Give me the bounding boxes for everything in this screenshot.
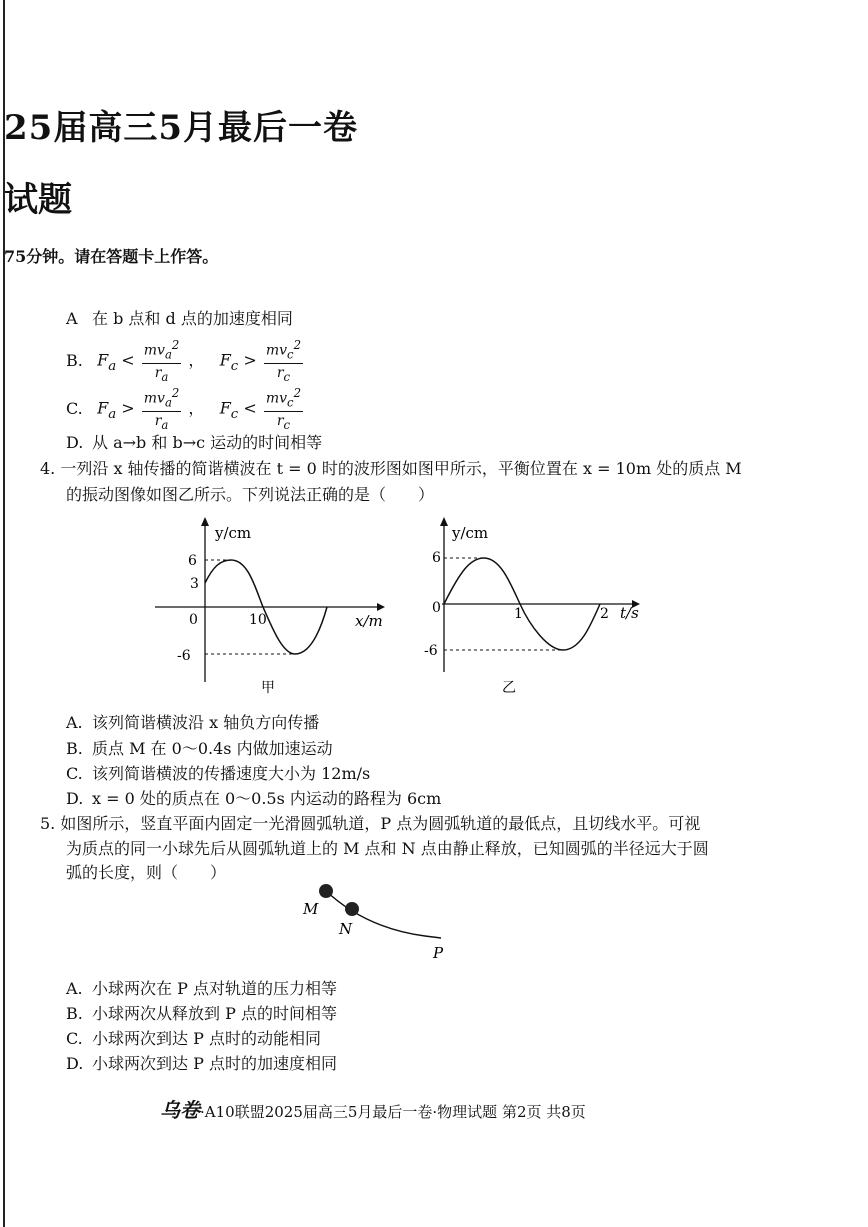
ball-n <box>345 902 359 916</box>
q3-option-d: D. 从 a→b 和 b→c 运动的时间相等 <box>66 433 323 452</box>
q4-stem-line1: 4. 一列沿 x 轴传播的简谐横波在 t = 0 时的波形图如图甲所示，平衡位置在 x = 10m 处的质点 M <box>40 459 742 478</box>
q5-option-c: C. 小球两次到达 P 点时的动能相同 <box>66 1029 321 1048</box>
tick-label: 1 <box>514 606 523 622</box>
y-axis-label: y/cm <box>215 524 252 542</box>
tick-label: 6 <box>188 553 197 569</box>
tick-label: 0 <box>432 600 441 616</box>
x-axis-label: x/m <box>355 612 383 630</box>
label-m: M <box>303 900 319 918</box>
fraction: $\frac{mv_a^2}{r_a}$ <box>143 386 180 433</box>
q3-option-c: C. $F_a$ > $\frac{mv_a^2}{r_a}$ ， $F_c$ < $\frac{mv_c^2}{r_c}$ <box>66 386 301 433</box>
footer-text: ·A10联盟2025届高三5月最后一卷·物理试题 第2页 共8页 <box>200 1103 586 1121</box>
label-n: N <box>339 920 353 938</box>
y-axis-arrow <box>440 517 448 526</box>
tick-label: -6 <box>177 648 191 664</box>
tick-label: 0 <box>189 612 198 628</box>
q5-stem-line3: 弧的长度，则（ ） <box>66 863 227 882</box>
tick-label: -6 <box>424 643 438 659</box>
publisher-logo: 乌卷 <box>160 1098 200 1122</box>
q5-stem-line2: 为质点的同一小球先后从圆弧轨道上的 M 点和 N 点由静止释放，已知圆弧的半径远大于圆 <box>66 839 709 858</box>
q5-option-b: B. 小球两次从释放到 P 点的时间相等 <box>66 1004 337 1023</box>
tick-label: 6 <box>432 550 441 566</box>
tick-label: 2 <box>600 606 609 622</box>
q4-option-c: C. 该列简谐横波的传播速度大小为 12m/s <box>66 764 371 783</box>
q5-stem-line1: 5. 如图所示，竖直平面内固定一光滑圆弧轨道，P 点为圆弧轨道的最低点，且切线水平。可视 <box>40 814 701 833</box>
q4-option-d: D. x = 0 处的质点在 0～0.5s 内运动的路程为 6cm <box>66 789 442 808</box>
page-footer <box>160 1094 586 1123</box>
exam-title: 25届高三5月最后一卷 <box>4 108 358 148</box>
q5-option-a: A. 小球两次在 P 点对轨道的压力相等 <box>66 979 337 998</box>
fraction: $\frac{mv_a^2}{r_a}$ <box>143 338 180 385</box>
y-axis-label: y/cm <box>452 524 489 542</box>
x-axis-label: t/s <box>620 604 639 622</box>
q3-option-b: B. $F_a$ < $\frac{mv_a^2}{r_a}$ ， $F_c$ > $\frac{mv_c^2}{r_c}$ <box>66 338 301 385</box>
exam-subject: 试题 <box>4 180 72 220</box>
fraction: $\frac{mv_c^2}{r_c}$ <box>265 338 301 385</box>
q4-option-b: B. 质点 M 在 0～0.4s 内做加速运动 <box>66 739 333 758</box>
figure-arc-track <box>295 878 465 968</box>
label-p: P <box>433 944 444 962</box>
exam-note: 75分钟。请在答题卡上作答。 <box>4 247 219 266</box>
q4-option-a: A. 该列简谐横波沿 x 轴负方向传播 <box>66 713 320 732</box>
tick-label: 10 <box>249 612 267 628</box>
figure-caption: 甲 <box>261 680 275 696</box>
q4-stem-line2: 的振动图像如图乙所示。下列说法正确的是（ ） <box>66 485 435 504</box>
y-axis-arrow <box>201 517 209 526</box>
tick-label: 3 <box>190 576 199 592</box>
figure-yi <box>420 512 650 697</box>
figure-jia <box>145 512 395 697</box>
ball-m <box>319 884 333 898</box>
figure-caption: 乙 <box>502 680 516 696</box>
x-axis-arrow <box>377 603 385 611</box>
q5-option-d: D. 小球两次到达 P 点时的加速度相同 <box>66 1054 337 1073</box>
fraction: $\frac{mv_c^2}{r_c}$ <box>265 386 301 433</box>
q3-option-a: A 在 b 点和 d 点的加速度相同 <box>66 309 293 328</box>
